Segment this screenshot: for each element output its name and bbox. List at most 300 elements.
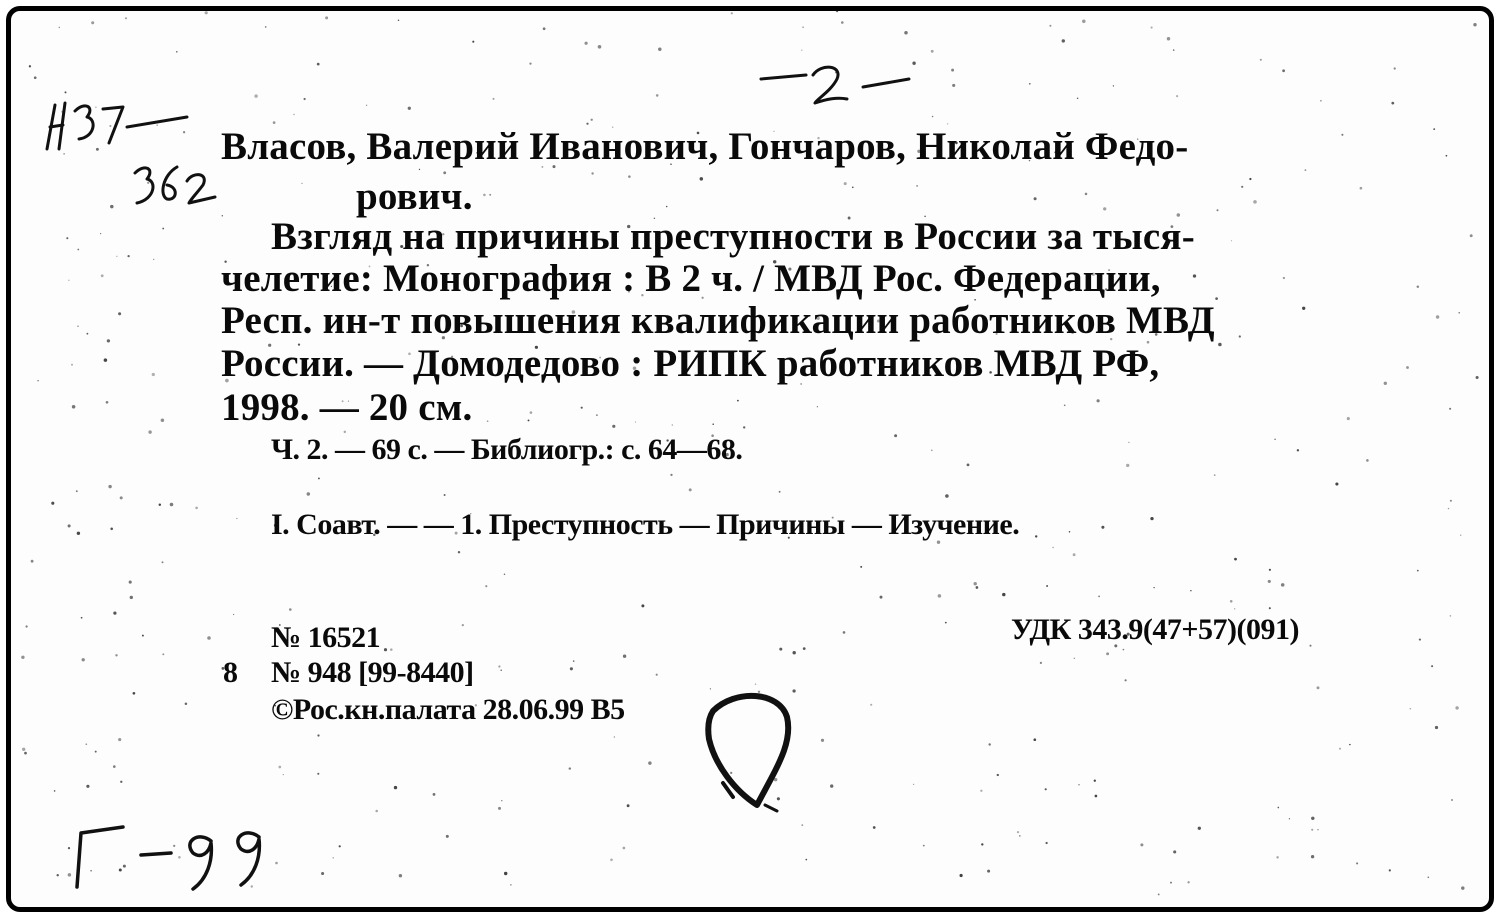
speckle-dot bbox=[1320, 100, 1322, 102]
speckle-dot bbox=[1017, 831, 1019, 833]
book-chamber-code: В5 bbox=[590, 693, 625, 726]
speckle-dot bbox=[844, 182, 847, 185]
speckle-dot bbox=[635, 421, 636, 422]
card-number: № 16521 bbox=[271, 621, 381, 654]
speckle-dot bbox=[162, 228, 164, 230]
speckle-dot bbox=[394, 786, 397, 789]
library-stamp bbox=[695, 687, 805, 827]
speckle-dot bbox=[1394, 67, 1396, 69]
speckle-dot bbox=[446, 835, 449, 838]
speckle-dot bbox=[1360, 187, 1363, 190]
speckle-dot bbox=[1366, 459, 1369, 462]
speckle-dot bbox=[1311, 855, 1314, 858]
title-line-1: Взгляд на причины преступности в России за тыся- bbox=[271, 215, 1195, 258]
speckle-dot bbox=[110, 528, 113, 531]
book-chamber-line bbox=[271, 693, 625, 727]
speckle-dot bbox=[104, 358, 108, 362]
speckle-dot bbox=[755, 683, 756, 684]
speckle-dot bbox=[1097, 399, 1100, 402]
speckle-dot bbox=[598, 45, 602, 49]
speckle-dot bbox=[68, 280, 69, 281]
speckle-dot bbox=[648, 761, 651, 764]
speckle-dot bbox=[318, 477, 320, 479]
speckle-dot bbox=[1231, 240, 1232, 241]
speckle-dot bbox=[1049, 25, 1051, 27]
speckle-dot bbox=[658, 48, 661, 51]
speckle-dot bbox=[1113, 85, 1114, 86]
speckle-dot bbox=[148, 430, 151, 433]
speckle-dot bbox=[1158, 893, 1160, 895]
speckle-dot bbox=[472, 41, 474, 43]
speckle-dot bbox=[1302, 307, 1305, 310]
speckle-dot bbox=[1317, 829, 1318, 830]
speckle-dot bbox=[779, 648, 782, 651]
speckle-dot bbox=[498, 665, 500, 667]
speckle-dot bbox=[700, 177, 703, 180]
handwritten-page-number bbox=[751, 57, 921, 117]
speckle-dot bbox=[916, 185, 918, 187]
speckle-dot bbox=[120, 496, 123, 499]
speckle-dot bbox=[997, 774, 999, 776]
speckle-dot bbox=[162, 653, 164, 655]
title-line-3: Респ. ин-т повышения квалификации работников МВД bbox=[221, 299, 1215, 342]
speckle-dot bbox=[1384, 382, 1387, 385]
speckle-dot bbox=[127, 255, 129, 257]
speckle-dot bbox=[591, 119, 593, 121]
speckle-dot bbox=[1427, 876, 1429, 878]
title-line-5: 1998. — 20 см. bbox=[221, 386, 473, 429]
speckle-dot bbox=[1249, 178, 1251, 180]
speckle-dot bbox=[1074, 658, 1075, 659]
speckle-dot bbox=[1473, 23, 1476, 26]
speckle-dot bbox=[841, 21, 844, 24]
speckle-dot bbox=[570, 667, 573, 670]
speckle-dot bbox=[1082, 20, 1086, 24]
speckle-dot bbox=[623, 655, 626, 658]
speckle-dot bbox=[483, 194, 486, 197]
speckle-dot bbox=[803, 647, 806, 650]
speckle-dot bbox=[981, 843, 983, 845]
speckle-dot bbox=[923, 845, 925, 847]
speckle-dot bbox=[398, 20, 400, 22]
speckle-dot bbox=[1123, 649, 1125, 651]
speckle-dot bbox=[458, 551, 460, 553]
speckle-dot bbox=[37, 380, 38, 381]
speckle-dot bbox=[120, 781, 122, 783]
speckle-dot bbox=[106, 401, 109, 404]
speckle-dot bbox=[86, 785, 89, 788]
speckle-dot bbox=[974, 582, 977, 585]
speckle-dot bbox=[530, 411, 533, 414]
speckle-dot bbox=[307, 492, 310, 495]
speckle-dot bbox=[952, 84, 955, 87]
speckle-dot bbox=[1341, 134, 1343, 136]
speckle-dot bbox=[1045, 788, 1047, 790]
speckle-dot bbox=[108, 485, 111, 488]
speckle-dot bbox=[779, 491, 781, 493]
speckle-dot bbox=[301, 183, 302, 184]
speckle-dot bbox=[366, 105, 367, 106]
speckle-dot bbox=[627, 804, 630, 807]
speckle-dot bbox=[612, 425, 615, 428]
speckle-dot bbox=[1436, 315, 1439, 318]
speckle-dot bbox=[86, 333, 88, 335]
speckle-dot bbox=[689, 488, 692, 491]
speckle-dot bbox=[1282, 69, 1285, 72]
speckle-dot bbox=[289, 608, 292, 611]
speckle-dot bbox=[162, 561, 164, 563]
speckle-dot bbox=[1069, 531, 1071, 533]
speckle-dot bbox=[159, 504, 161, 506]
speckle-dot bbox=[913, 784, 914, 785]
speckle-dot bbox=[504, 872, 507, 875]
speckle-dot bbox=[931, 50, 934, 53]
speckle-dot bbox=[976, 586, 979, 589]
speckle-dot bbox=[1253, 200, 1257, 204]
speckle-dot bbox=[1455, 706, 1458, 709]
speckle-dot bbox=[1234, 558, 1237, 561]
speckle-dot bbox=[870, 704, 872, 706]
speckle-dot bbox=[830, 784, 833, 787]
speckle-dot bbox=[1094, 780, 1096, 782]
speckle-dot bbox=[321, 872, 324, 875]
speckle-dot bbox=[1214, 474, 1216, 476]
speckle-dot bbox=[31, 560, 34, 563]
speckle-dot bbox=[34, 76, 37, 79]
tracings: I. Соавт. — — 1. Преступность — Причины — Изучение. bbox=[271, 508, 1020, 541]
handwritten-shelf-mark bbox=[37, 87, 237, 227]
speckle-dot bbox=[1461, 886, 1464, 889]
speckle-dot bbox=[1450, 500, 1452, 502]
speckle-dot bbox=[77, 532, 80, 535]
speckle-dot bbox=[1234, 608, 1235, 609]
speckle-dot bbox=[125, 17, 127, 19]
speckle-dot bbox=[1305, 169, 1307, 171]
speckle-dot bbox=[115, 654, 117, 656]
speckle-dot bbox=[1311, 817, 1314, 820]
speckle-dot bbox=[1417, 285, 1419, 287]
speckle-dot bbox=[493, 98, 495, 100]
speckle-dot bbox=[77, 249, 79, 251]
speckle-dot bbox=[801, 50, 802, 51]
speckle-dot bbox=[408, 107, 411, 110]
speckle-dot bbox=[1218, 343, 1222, 347]
speckle-dot bbox=[118, 738, 121, 741]
speckle-dot bbox=[743, 426, 745, 428]
speckle-dot bbox=[195, 507, 198, 510]
speckle-dot bbox=[107, 339, 110, 342]
speckle-dot bbox=[82, 658, 85, 661]
speckle-dot bbox=[805, 859, 807, 861]
speckle-dot bbox=[1268, 580, 1271, 583]
speckle-dot bbox=[1170, 882, 1172, 884]
speckle-dot bbox=[1406, 366, 1409, 369]
speckle-dot bbox=[233, 614, 234, 615]
speckle-dot bbox=[1040, 662, 1042, 664]
speckle-dot bbox=[1260, 59, 1262, 61]
speckle-dot bbox=[1450, 615, 1452, 617]
speckle-dot bbox=[1098, 596, 1100, 598]
part-note: Ч. 2. — 69 с. — Библиогр.: с. 64—68. bbox=[271, 433, 743, 466]
speckle-dot bbox=[81, 617, 83, 619]
speckle-dot bbox=[59, 27, 61, 29]
speckle-dot bbox=[317, 773, 319, 775]
speckle-dot bbox=[444, 494, 446, 496]
speckle-dot bbox=[489, 194, 491, 196]
speckle-dot bbox=[1187, 881, 1189, 883]
speckle-dot bbox=[1335, 482, 1338, 485]
speckle-dot bbox=[1095, 795, 1098, 798]
speckle-dot bbox=[129, 581, 132, 584]
speckle-dot bbox=[51, 502, 54, 505]
speckle-dot bbox=[1311, 829, 1313, 831]
speckle-dot bbox=[72, 405, 76, 409]
speckle-dot bbox=[1173, 850, 1176, 853]
speckle-dot bbox=[399, 874, 402, 877]
speckle-dot bbox=[666, 206, 668, 208]
speckle-dot bbox=[614, 736, 615, 737]
speckle-dot bbox=[1198, 827, 1201, 830]
speckle-dot bbox=[528, 419, 530, 421]
speckle-dot bbox=[1460, 535, 1461, 536]
speckle-dot bbox=[85, 743, 87, 745]
speckle-dot bbox=[130, 596, 133, 599]
speckle-dot bbox=[1064, 404, 1066, 406]
speckle-dot bbox=[1230, 600, 1233, 603]
speckle-dot bbox=[581, 407, 583, 409]
speckle-dot bbox=[1309, 645, 1311, 647]
speckle-dot bbox=[712, 423, 714, 425]
speckle-dot bbox=[967, 464, 970, 467]
speckle-dot bbox=[384, 648, 387, 651]
speckle-dot bbox=[1391, 102, 1394, 105]
speckle-dot bbox=[1128, 442, 1129, 443]
speckle-dot bbox=[1347, 417, 1350, 420]
speckle-dot bbox=[21, 656, 24, 659]
speckle-dot bbox=[573, 660, 574, 661]
speckle-dot bbox=[1167, 37, 1170, 40]
speckle-dot bbox=[1085, 193, 1088, 196]
speckle-dot bbox=[1062, 39, 1065, 42]
speckle-dot bbox=[731, 12, 733, 14]
speckle-dot bbox=[1470, 234, 1473, 237]
speckle-dot bbox=[325, 16, 328, 19]
speckle-dot bbox=[1101, 526, 1104, 529]
speckle-dot bbox=[1035, 535, 1037, 537]
speckle-dot bbox=[1073, 553, 1076, 556]
speckle-dot bbox=[152, 373, 155, 376]
speckle-dot bbox=[932, 116, 934, 118]
speckle-dot bbox=[176, 51, 178, 53]
speckle-dot bbox=[610, 859, 613, 862]
speckle-dot bbox=[303, 98, 305, 100]
order-number: № 948 [99-8440] bbox=[271, 656, 474, 689]
speckle-dot bbox=[1269, 607, 1271, 609]
speckle-dot bbox=[116, 256, 117, 257]
speckle-dot bbox=[1356, 862, 1358, 864]
speckle-dot bbox=[1446, 155, 1448, 157]
speckle-dot bbox=[543, 27, 546, 30]
speckle-dot bbox=[1046, 585, 1048, 587]
speckle-dot bbox=[1045, 842, 1047, 844]
speckle-dot bbox=[1269, 569, 1271, 571]
speckle-dot bbox=[596, 414, 598, 416]
speckle-dot bbox=[462, 624, 464, 626]
speckle-dot bbox=[1297, 449, 1299, 451]
speckle-dot bbox=[100, 233, 101, 234]
speckle-dot bbox=[1458, 312, 1460, 314]
speckle-dot bbox=[1339, 748, 1341, 750]
speckle-dot bbox=[945, 622, 947, 624]
speckle-dot bbox=[142, 635, 144, 637]
speckle-dot bbox=[1419, 639, 1421, 641]
speckle-dot bbox=[485, 585, 487, 587]
speckle-dot bbox=[1140, 843, 1143, 846]
speckle-dot bbox=[170, 503, 174, 507]
speckle-dot bbox=[623, 847, 626, 850]
speckle-dot bbox=[205, 11, 208, 14]
speckle-dot bbox=[1215, 297, 1218, 300]
speckle-dot bbox=[390, 648, 393, 651]
speckle-dot bbox=[1193, 274, 1196, 277]
handwritten-bottom-mark bbox=[63, 811, 283, 897]
speckle-dot bbox=[77, 325, 78, 326]
speckle-dot bbox=[1124, 679, 1126, 681]
speckle-dot bbox=[68, 524, 71, 527]
speckle-dot bbox=[71, 364, 73, 366]
speckle-dot bbox=[1239, 335, 1241, 337]
speckle-dot bbox=[101, 274, 104, 277]
speckle-dot bbox=[980, 790, 982, 792]
speckle-dot bbox=[1052, 547, 1053, 548]
speckle-dot bbox=[988, 743, 990, 745]
speckle-dot bbox=[1431, 665, 1433, 667]
speckle-dot bbox=[1033, 738, 1036, 741]
speckle-dot bbox=[1176, 95, 1178, 97]
speckle-dot bbox=[265, 26, 267, 28]
speckle-dot bbox=[66, 237, 68, 239]
speckle-dot bbox=[76, 490, 78, 492]
speckle-dot bbox=[1002, 593, 1005, 596]
speckle-dot bbox=[254, 94, 257, 97]
speckle-dot bbox=[1106, 652, 1109, 655]
speckle-dot bbox=[91, 21, 94, 24]
speckle-dot bbox=[22, 748, 25, 751]
speckle-dot bbox=[375, 810, 378, 813]
speckle-dot bbox=[24, 752, 27, 755]
speckle-dot bbox=[26, 625, 28, 627]
speckle-dot bbox=[1289, 818, 1290, 819]
speckle-dot bbox=[1417, 570, 1419, 572]
speckle-dot bbox=[821, 739, 824, 742]
speckle-dot bbox=[1103, 207, 1106, 210]
speckle-dot bbox=[57, 874, 59, 876]
udc-code: УДК 343.9(47+57)(091) bbox=[1011, 613, 1299, 646]
speckle-dot bbox=[1217, 209, 1219, 211]
speckle-dot bbox=[1277, 807, 1279, 809]
speckle-dot bbox=[54, 790, 56, 792]
speckle-dot bbox=[339, 845, 341, 847]
speckle-dot bbox=[584, 42, 587, 45]
speckle-dot bbox=[1034, 197, 1037, 200]
speckle-dot bbox=[1449, 408, 1451, 410]
speckle-dot bbox=[113, 765, 116, 768]
speckle-dot bbox=[1078, 784, 1079, 785]
speckle-dot bbox=[1317, 686, 1320, 689]
speckle-dot bbox=[332, 857, 333, 858]
speckle-dot bbox=[283, 774, 284, 775]
speckle-dot bbox=[670, 474, 672, 476]
speckle-dot bbox=[628, 175, 631, 178]
speckle-dot bbox=[185, 702, 188, 705]
speckle-dot bbox=[293, 114, 294, 115]
heading-line-2: рович. bbox=[356, 175, 473, 218]
speckle-dot bbox=[510, 884, 511, 885]
speckle-dot bbox=[487, 420, 489, 422]
speckle-dot bbox=[1281, 583, 1285, 587]
speckle-dot bbox=[860, 566, 862, 568]
speckle-dot bbox=[529, 62, 531, 64]
speckle-dot bbox=[843, 631, 846, 634]
speckle-dot bbox=[498, 807, 501, 810]
speckle-dot bbox=[1077, 97, 1079, 99]
speckle-dot bbox=[236, 518, 237, 519]
speckle-dot bbox=[317, 63, 320, 66]
speckle-dot bbox=[591, 172, 593, 174]
speckle-dot bbox=[987, 870, 990, 873]
heading-line-1: Власов, Валерий Иванович, Гончаров, Николай Федо- bbox=[221, 125, 1189, 168]
book-chamber: ©Рос.кн.палата 28.06.99 bbox=[271, 693, 584, 726]
speckle-dot bbox=[880, 596, 883, 599]
speckle-dot bbox=[153, 259, 154, 260]
speckle-dot bbox=[1153, 587, 1154, 588]
speckle-dot bbox=[931, 449, 933, 451]
speckle-dot bbox=[161, 419, 165, 423]
speckle-dot bbox=[569, 767, 571, 769]
speckle-dot bbox=[133, 692, 136, 695]
speckle-dot bbox=[433, 793, 436, 796]
speckle-dot bbox=[118, 312, 121, 315]
speckle-dot bbox=[641, 604, 644, 607]
speckle-dot bbox=[1410, 708, 1412, 710]
speckle-dot bbox=[873, 826, 876, 829]
speckle-dot bbox=[1451, 799, 1453, 801]
speckle-dot bbox=[501, 800, 502, 801]
catalog-card bbox=[6, 6, 1494, 912]
speckle-dot bbox=[504, 574, 506, 576]
speckle-dot bbox=[945, 494, 949, 498]
speckle-dot bbox=[1389, 869, 1391, 871]
speckle-dot bbox=[207, 636, 211, 640]
speckle-dot bbox=[817, 406, 818, 407]
speckle-dot bbox=[1349, 744, 1350, 745]
speckle-dot bbox=[500, 670, 501, 671]
speckle-dot bbox=[852, 186, 854, 188]
speckle-dot bbox=[656, 674, 658, 676]
speckle-dot bbox=[802, 26, 804, 28]
speckle-dot bbox=[1126, 464, 1129, 467]
speckle-dot bbox=[317, 734, 319, 736]
speckle-dot bbox=[960, 874, 963, 877]
speckle-dot bbox=[1029, 83, 1031, 85]
speckle-dot bbox=[278, 766, 281, 769]
speckle-dot bbox=[1433, 128, 1435, 130]
speckle-dot bbox=[1173, 49, 1174, 50]
speckle-dot bbox=[1274, 438, 1276, 440]
speckle-dot bbox=[904, 31, 908, 35]
speckle-dot bbox=[737, 400, 739, 402]
speckle-dot bbox=[113, 611, 116, 614]
